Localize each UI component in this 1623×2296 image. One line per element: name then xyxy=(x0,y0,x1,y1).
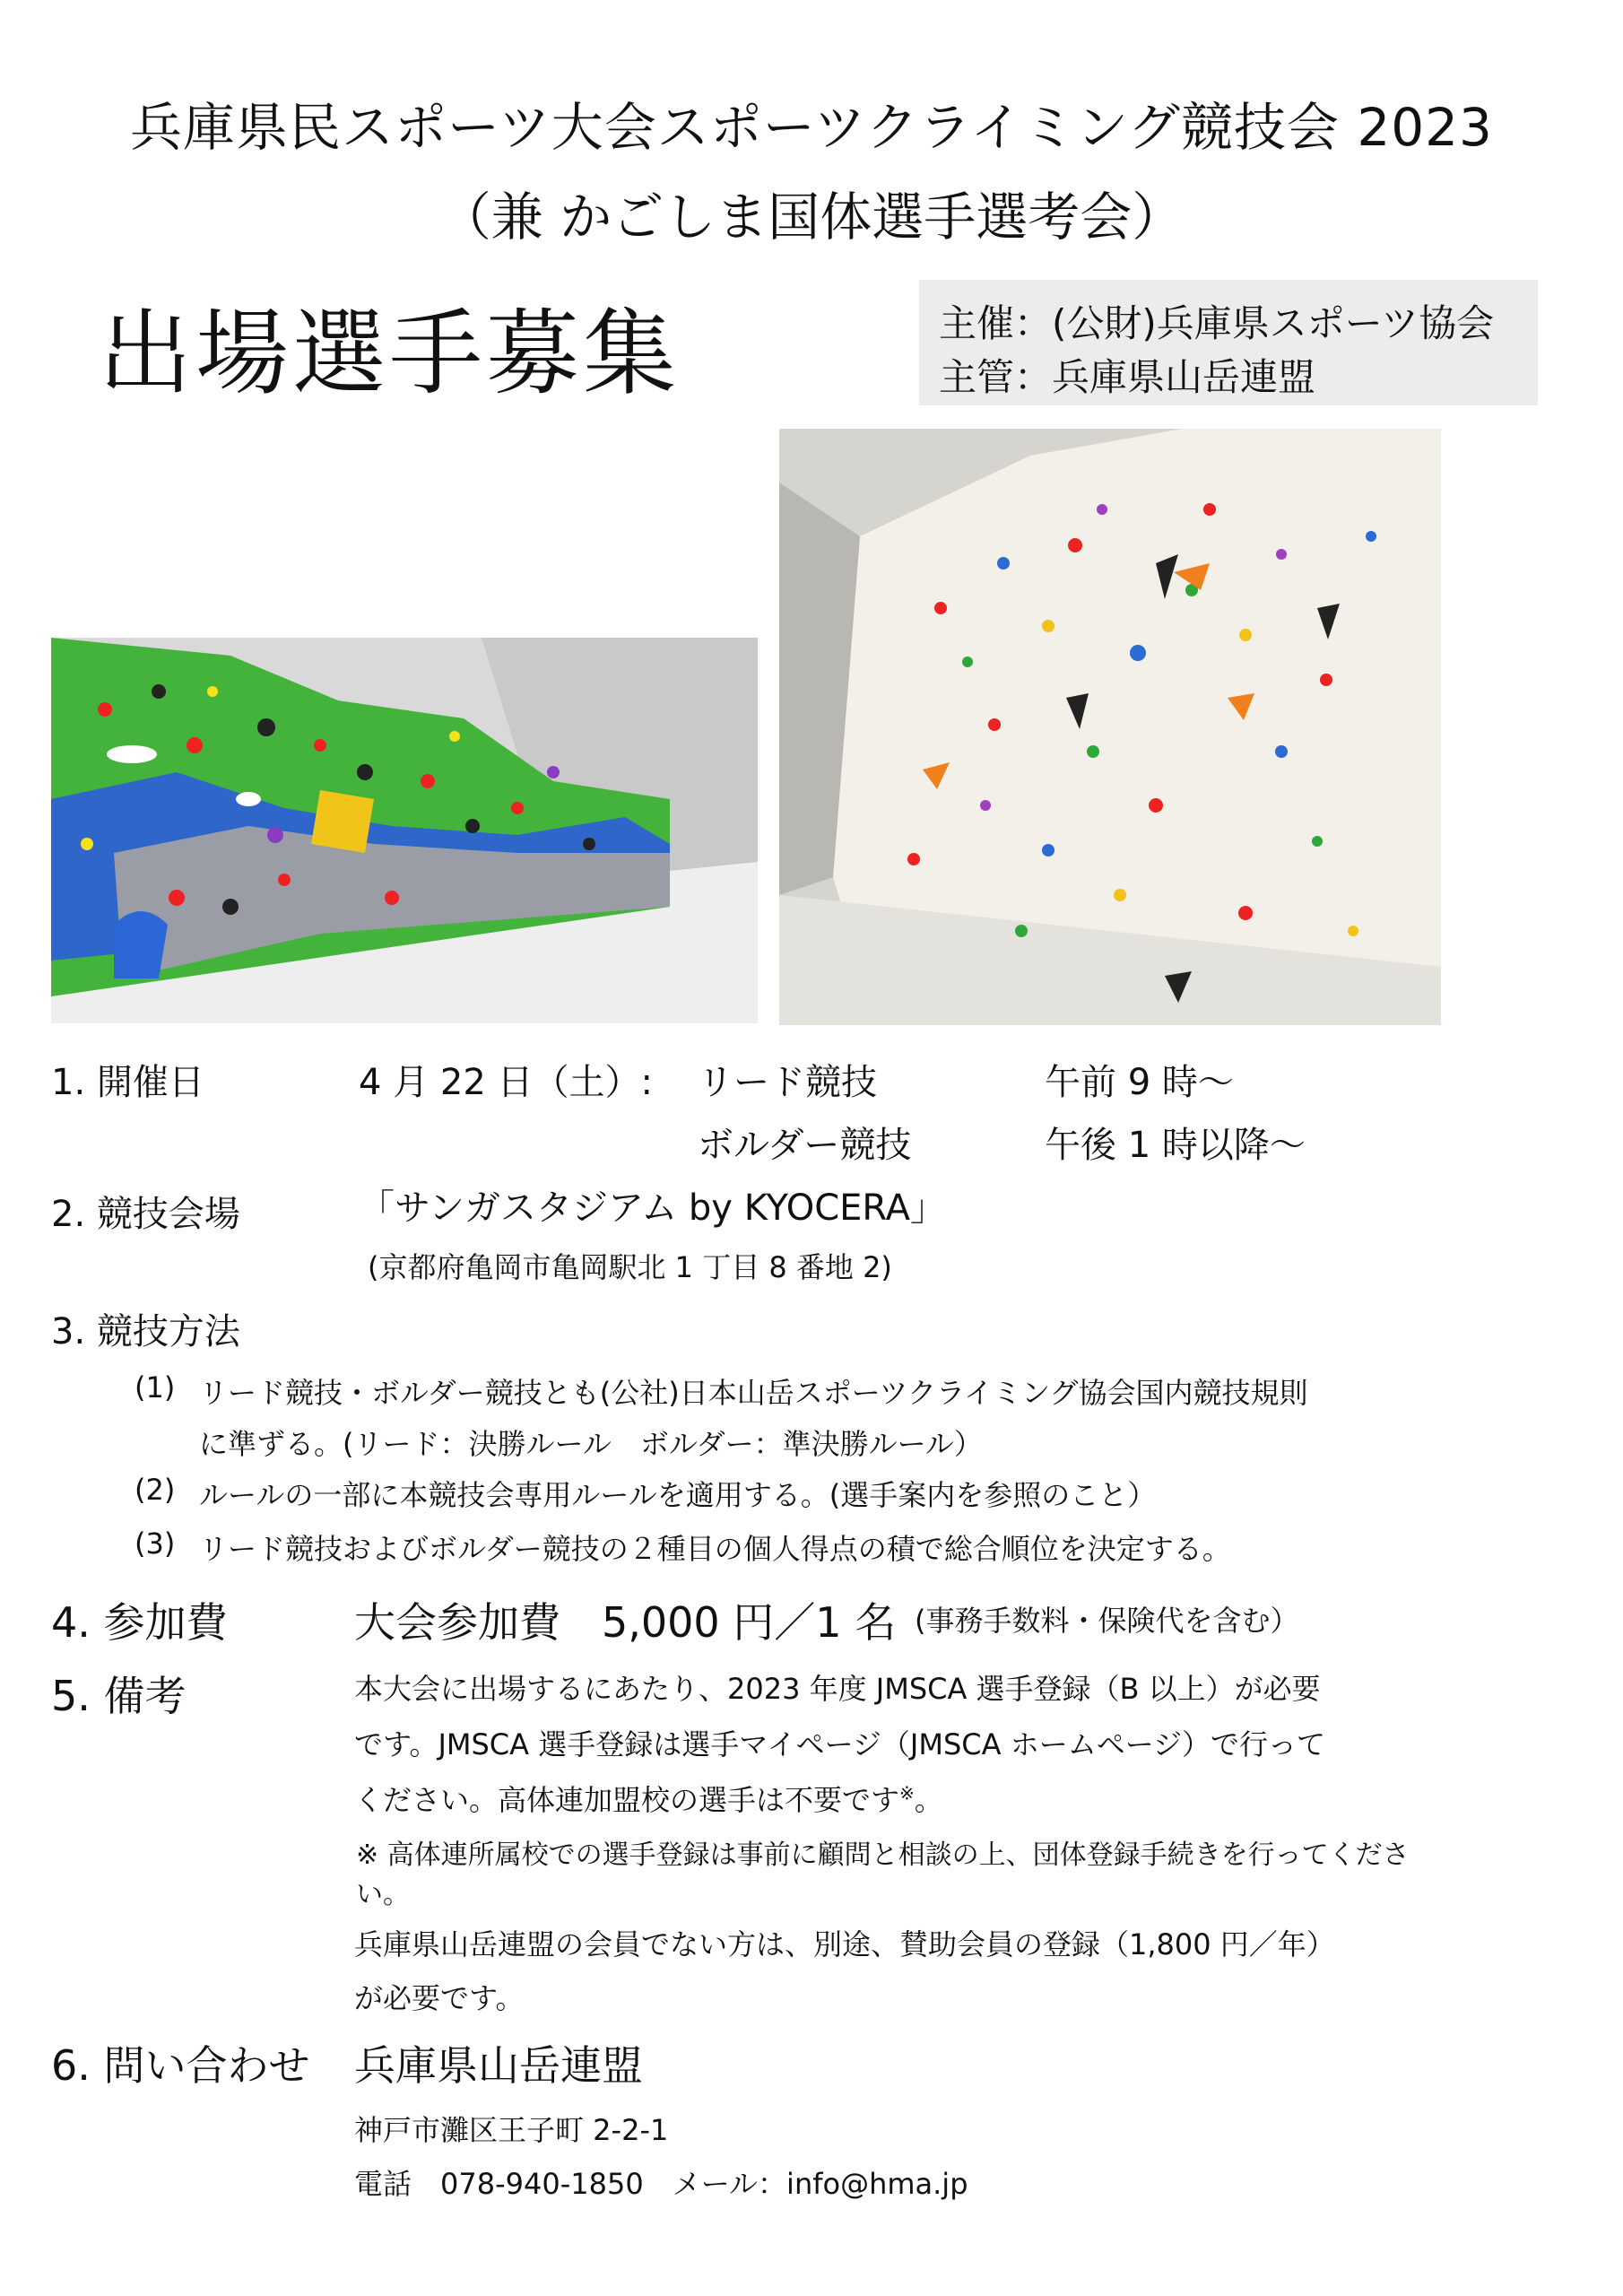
section-2-label: 2. 競技会場 xyxy=(51,1194,240,1235)
rule-2-number: (2) xyxy=(135,1473,176,1507)
section-1-label: 1. 開催日 xyxy=(51,1062,204,1103)
remarks-line-5: が必要です。 xyxy=(354,1981,525,2015)
organizer-text: 主催：(公財)兵庫県スポーツ協会 xyxy=(939,301,1495,345)
section-1-time-2: 午後 1 時以降～ xyxy=(1045,1125,1306,1166)
footnote-line-2: い。 xyxy=(356,1879,410,1910)
section-1-event-2: ボルダー競技 xyxy=(698,1125,912,1166)
rule-1-line-2: に準ずる。(リード：決勝ルール ボルダー：準決勝ルール） xyxy=(199,1427,983,1461)
contact-address: 神戸市灘区王子町 2-2-1 xyxy=(354,2113,669,2147)
section-4-label: 4. 参加費 xyxy=(51,1598,228,1647)
remarks-line-3-text: ください。高体連加盟校の選手は不要です xyxy=(354,1783,900,1817)
remarks-line-2: です。JMSCA 選手登録は選手マイページ（JMSCA ホームページ）で行って xyxy=(354,1727,1326,1761)
contact-phone-email[interactable]: 電話 078-940-1850 メール：info@hma.jp xyxy=(354,2167,968,2201)
title-line-1: 兵庫県民スポーツ大会スポーツクライミング競技会 2023 xyxy=(130,97,1493,158)
section-1-event-1: リード競技 xyxy=(698,1062,877,1103)
entry-fee: 大会参加費 5,000 円／1 名 xyxy=(354,1598,897,1647)
rule-3-number: (3) xyxy=(135,1526,176,1561)
rule-1-number: (1) xyxy=(135,1370,176,1405)
rule-3-text: リード競技およびボルダー競技の２種目の個人得点の積で総合順位を決定する。 xyxy=(199,1532,1231,1566)
section-6-label: 6. 問い合わせ xyxy=(51,2041,310,2090)
remarks-line-1: 本大会に出場するにあたり、2023 年度 JMSCA 選手登録（B 以上）が必要 xyxy=(354,1672,1321,1706)
footnote-mark: ※ xyxy=(899,1782,915,1805)
headline: 出場選手募集 xyxy=(99,299,681,408)
remarks-line-3 xyxy=(354,1778,943,1819)
title-line-2: （兼 かごしま国体選手選考会） xyxy=(438,187,1185,248)
organizer-box xyxy=(919,280,1538,405)
bouldering-wall-photo xyxy=(51,638,758,1023)
rule-1-line-1: リード競技・ボルダー競技とも(公社)日本山岳スポーツクライミング協会国内競技規則 xyxy=(199,1376,1308,1410)
section-1-time-1: 午前 9 時～ xyxy=(1045,1062,1234,1103)
remarks-line-3-end: 。 xyxy=(914,1783,943,1817)
venue-address: (京都府亀岡市亀岡駅北 1 丁目 8 番地 2) xyxy=(368,1250,892,1284)
section-1-date: 4 月 22 日（土）: xyxy=(359,1062,653,1103)
contact-organization: 兵庫県山岳連盟 xyxy=(354,2041,643,2090)
rule-2-text: ルールの一部に本競技会専用ルールを適用する。(選手案内を参照のこと） xyxy=(199,1478,1157,1512)
section-3-label: 3. 競技方法 xyxy=(51,1311,240,1352)
venue-name: 「サンガスタジアム by KYOCERA」 xyxy=(359,1187,946,1229)
entry-fee-note: (事務手数料・保険代を含む） xyxy=(915,1604,1299,1638)
remarks-line-4: 兵庫県山岳連盟の会員でない方は、別途、賛助会員の登録（1,800 円／年） xyxy=(354,1927,1335,1961)
manager-text: 主管：兵庫県山岳連盟 xyxy=(939,355,1316,399)
footnote-line-1: ※ 高体連所属校での選手登録は事前に顧問と相談の上、団体登録手続きを行ってくださ xyxy=(356,1839,1410,1871)
lead-wall-photo xyxy=(779,429,1441,1025)
section-5-label: 5. 備考 xyxy=(51,1672,187,1720)
